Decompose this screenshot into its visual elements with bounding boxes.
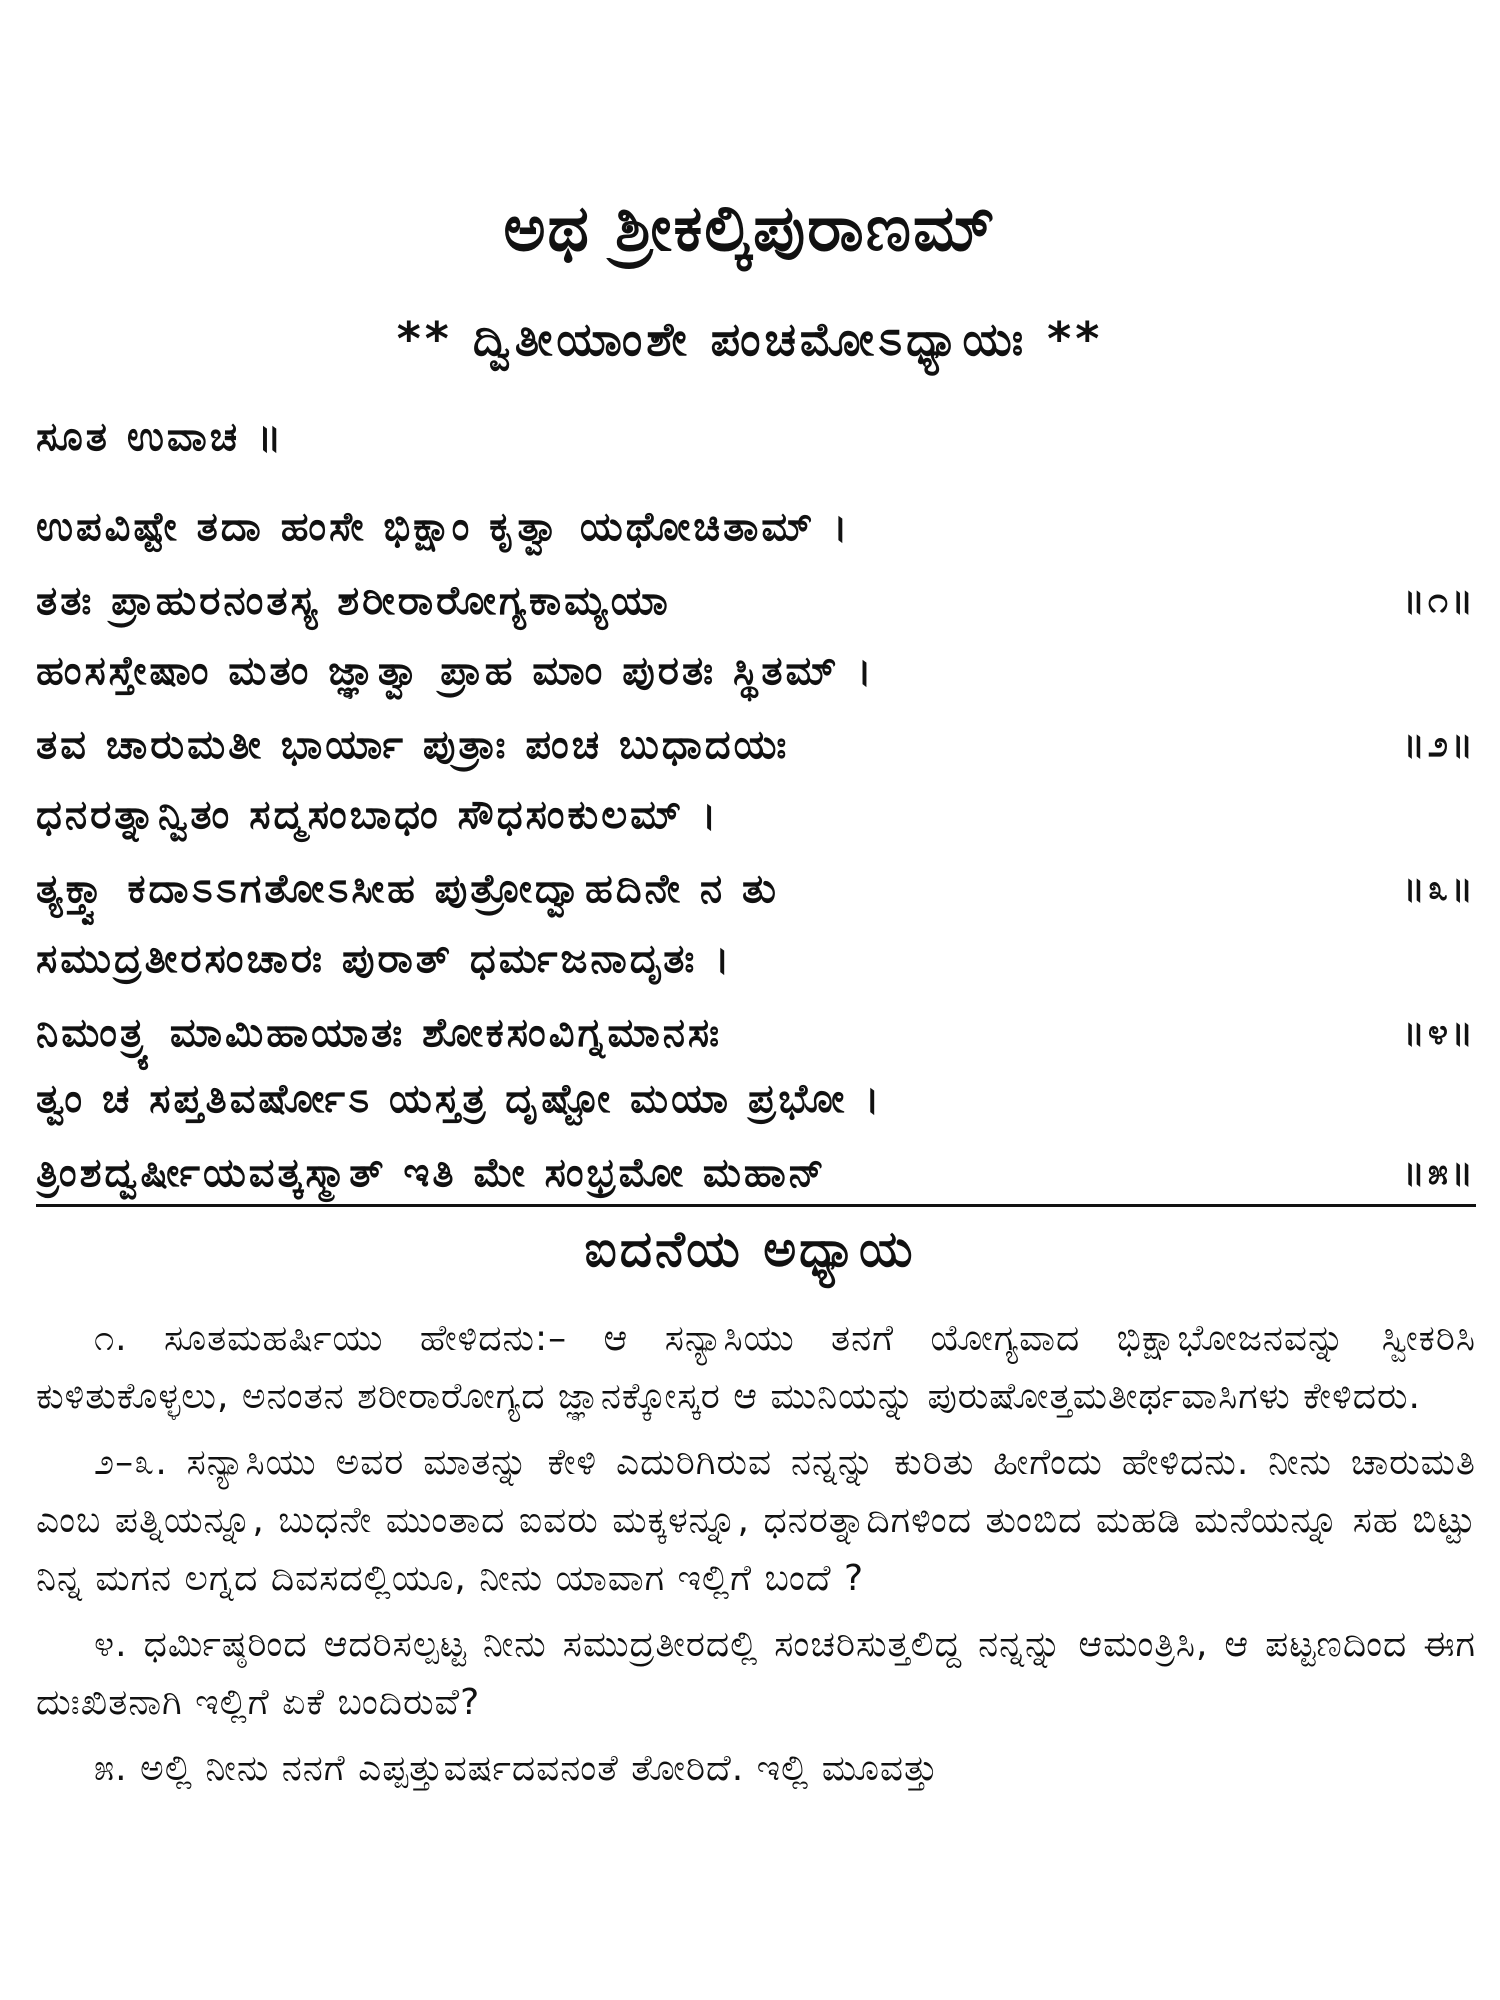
speaker-line: ಸೂತ ಉವಾಚ ॥	[36, 414, 285, 460]
verse-line-text: ತ್ರಿಂಶದ್ವರ್ಷೀಯವತ್ಕಸ್ಮಾತ್ ಇತಿ ಮೇ ಸಂಭ್ರಮೋ ಮಹಾನ್	[36, 1150, 827, 1196]
verse-line: ಉಪವಿಷ್ಟೇ ತದಾ ಹಂಸೇ ಭಿಕ್ಷಾಂ ಕೃತ್ವಾ ಯಥೋಚಿತಾಮ್ ।	[36, 504, 851, 550]
verse-line-text: ತ್ಯಕ್ತ್ವಾ ಕದಾಽಽಗತೋಽಸೀಹ ಪುತ್ರೋದ್ವಾಹದಿನೇ ನ ತು	[36, 866, 779, 912]
chapter-heading: ಐದನೆಯ ಅಧ್ಯಾಯ	[584, 1220, 916, 1278]
verse-number: ॥೩॥	[1402, 868, 1476, 909]
verse-line	[36, 852, 1476, 926]
verse-line: ಹಂಸಸ್ತೇಷಾಂ ಮತಂ ಜ್ಞಾತ್ವಾ ಪ್ರಾಹ ಮಾಂ ಪುರತಃ ಸ್ಥಿತಮ್ ।	[36, 648, 875, 694]
section-divider	[36, 1204, 1476, 1207]
verse-line: ಧನರತ್ನಾನ್ವಿತಂ ಸದ್ಮಸಂಬಾಧಂ ಸೌಧಸಂಕುಲಮ್ ।	[36, 792, 720, 838]
verse-1	[36, 490, 1476, 638]
verse-number: ॥೨॥	[1402, 724, 1476, 765]
translation-paragraph: ೧. ಸೂತಮಹರ್ಷಿಯು ಹೇಳಿದನು:– ಆ ಸನ್ಯಾಸಿಯು ತನಗೆ ಯೋಗ್ಯವಾದ ಭಿಕ್ಷಾಭೋಜನವನ್ನು ಸ್ವೀಕರಿಸಿ ಕುಳಿತುಕೊಳ್ಳಲು, ಅನಂತನ ಶರೀರಾರೋಗ್ಯದ ಜ್ಞಾನಕ್ಕೋಸ್ಕರ ಆ ಮುನಿಯನ್ನು ಪುರುಷೋತ್ತಮತೀರ್ಥವಾಸಿಗಳು ಕೇಳಿದರು.	[36, 1318, 1476, 1417]
verse-number: ॥೪॥	[1402, 1012, 1476, 1053]
translation-paragraph: ೫. ಅಲ್ಲಿ ನೀನು ನನಗೆ ಎಪ್ಪತ್ತುವರ್ಷದವನಂತೆ ತೋರಿದೆ. ಇಲ್ಲಿ ಮೂವತ್ತು	[94, 1748, 939, 1789]
verse-2	[36, 634, 1476, 782]
verse-number: ॥೫॥	[1402, 1152, 1476, 1193]
translation-body	[36, 1310, 1476, 1806]
verse-5	[36, 1062, 1476, 1210]
verse-line-text: ತತಃ ಪ್ರಾಹುರನಂತಸ್ಯ ಶರೀರಾರೋಗ್ಯಕಾಮ್ಯಯಾ	[36, 578, 671, 624]
verse-line: ತ್ವಂ ಚ ಸಪ್ತತಿವರ್ಷೋಽ ಯಸ್ತತ್ರ ದೃಷ್ಟೋ ಮಯಾ ಪ್ರಭೋ ।	[36, 1076, 883, 1122]
verse-line	[36, 564, 1476, 638]
verse-3	[36, 778, 1476, 926]
page-title: ಅಥ ಶ್ರೀಕಲ್ಕಿಪುರಾಣಮ್	[503, 192, 997, 266]
verse-number: ॥೧॥	[1402, 580, 1476, 621]
verse-line	[36, 1136, 1476, 1210]
chapter-subtitle: ** ದ್ವಿತೀಯಾಂಶೇ ಪಂಚಮೋಽಧ್ಯಾಯಃ **	[396, 312, 1104, 366]
verse-line	[36, 996, 1476, 1070]
translation-paragraph: ೨–೩. ಸನ್ಯಾಸಿಯು ಅವರ ಮಾತನ್ನು ಕೇಳಿ ಎದುರಿಗಿರುವ ನನ್ನನ್ನು ಕುರಿತು ಹೀಗೆಂದು ಹೇಳಿದನು. ನೀನು ಚಾರುಮತಿ ಎಂಬ ಪತ್ನಿಯನ್ನೂ, ಬುಧನೇ ಮುಂತಾದ ಐವರು ಮಕ್ಕಳನ್ನೂ, ಧನರತ್ನಾದಿಗಳಿಂದ ತುಂಬಿದ ಮಹಡಿ ಮನೆಯನ್ನೂ ಸಹ ಬಿಟ್ಟು ನಿನ್ನ ಮಗನ ಲಗ್ನದ ದಿವಸದಲ್ಲಿಯೂ, ನೀನು ಯಾವಾಗ ಇಲ್ಲಿಗೆ ಬಂದೆ ?	[36, 1442, 1476, 1599]
verse-line: ಸಮುದ್ರತೀರಸಂಚಾರಃ ಪುರಾತ್ ಧರ್ಮಜನಾದೃತಃ ।	[36, 936, 733, 982]
verse-line	[36, 708, 1476, 782]
verse-4	[36, 922, 1476, 1070]
translation-paragraph: ೪. ಧರ್ಮಿಷ್ಠರಿಂದ ಆದರಿಸಲ್ಪಟ್ಟ ನೀನು ಸಮುದ್ರತೀರದಲ್ಲಿ ಸಂಚರಿಸುತ್ತಲಿದ್ದ ನನ್ನನ್ನು ಆಮಂತ್ರಿಸಿ, ಆ ಪಟ್ಟಣದಿಂದ ಈಗ ದುಃಖಿತನಾಗಿ ಇಲ್ಲಿಗೆ ಏಕೆ ಬಂದಿರುವೆ?	[36, 1624, 1476, 1723]
verse-line-text: ನಿಮಂತ್ರ್ಯ ಮಾಮಿಹಾಯಾತಃ ಶೋಕಸಂವಿಗ್ನಮಾನಸಃ	[36, 1010, 723, 1056]
verse-line-text: ತವ ಚಾರುಮತೀ ಭಾರ್ಯಾ ಪುತ್ರಾಃ ಪಂಚ ಬುಧಾದಯಃ	[36, 722, 790, 768]
